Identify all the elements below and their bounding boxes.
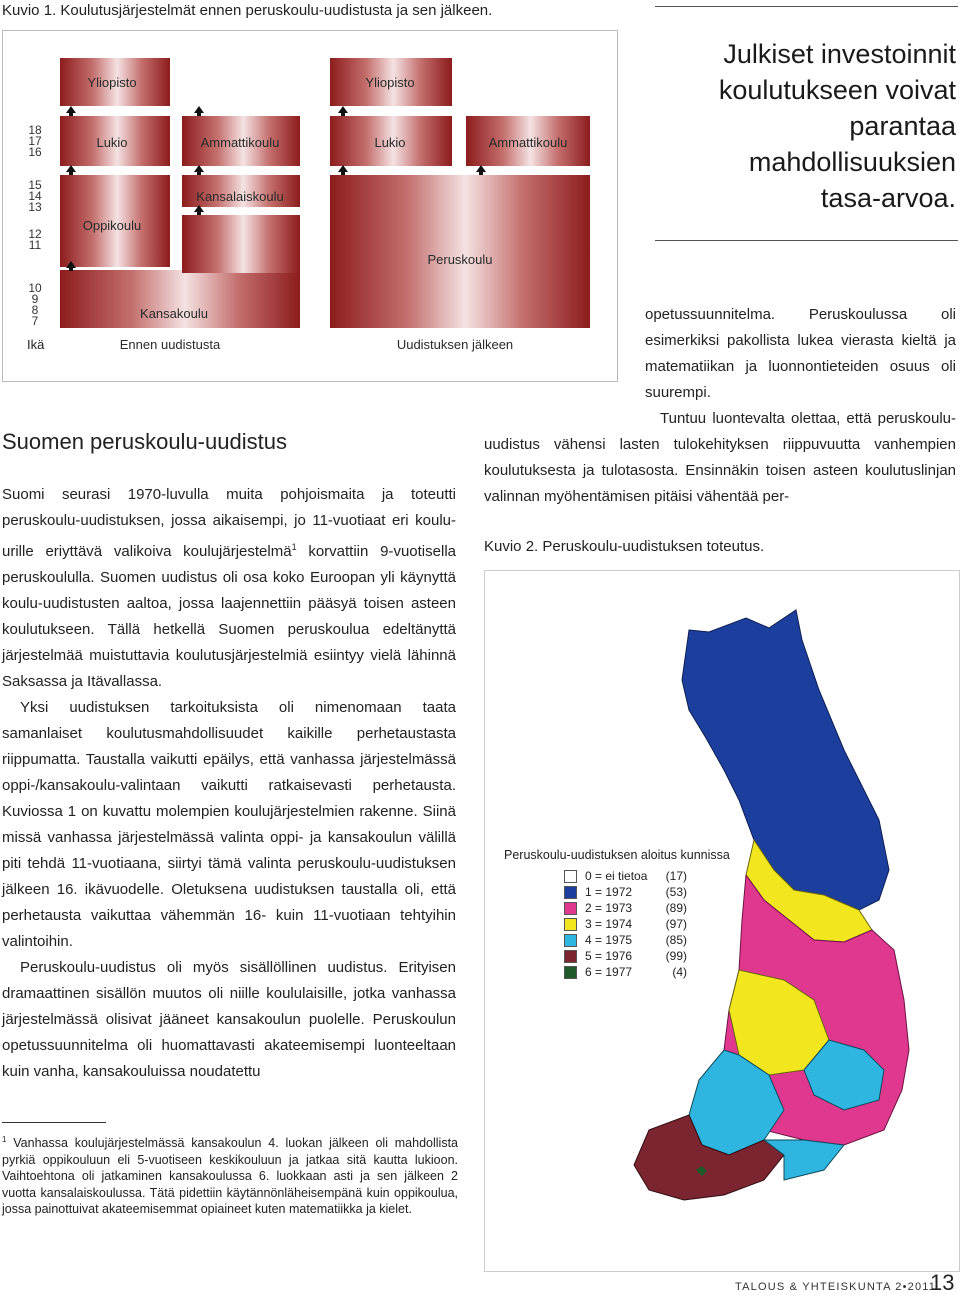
legend-swatch bbox=[564, 966, 577, 979]
section-heading: Suomen peruskoulu-uudistus bbox=[2, 429, 287, 454]
arrow-up-icon bbox=[66, 106, 76, 116]
legend-item: 6 = 1977 (4) bbox=[564, 964, 754, 980]
left-column bbox=[2, 482, 456, 1085]
arrow-up-icon bbox=[476, 165, 486, 175]
age-11-12: 12 11 bbox=[28, 227, 42, 252]
pullquote-line: koulutukseen voivat bbox=[718, 75, 956, 105]
paragraph: Peruskoulu-uudistus oli myös sisällöllinen uudistus. Erityisen dramaattinen sisällön muutos oli niille koululaisille, jotka vanhassa järjestelmässä olisivat jääneet kansakoulun puolelle. Peruskoulun opetussuunnitelma oli huomattavasti akateemisempi luonteeltaan kuin vanha, kansakouluissa noudatettu bbox=[2, 959, 456, 1080]
legend-item: 4 = 1975 (85) bbox=[564, 932, 754, 948]
paragraph: Suomi seurasi 1970-luvulla muita pohjoismaita ja toteutti peruskoulu-uudistuksen, jossa aikaisempi, jo 11-vuotiaat eri koulu-urille eriyttävä valikoiva koulujärjestelmä$^1$ korvattiin 9-vuotisella peruskoululla. Suomen uudistus oli osa koko Euroopan yli käynyttä koulu-uudistusten aaltoa, jossa laajennettiin pääsyä toisen asteen koulutukseen. Tällä hetkellä Suomen peruskoulua edeltänyttä järjestelmää muistuttavia koulutusjärjestelmiä esiintyy vielä lähinnä Saksassa ja Itävallassa. bbox=[2, 486, 456, 690]
label-yliopisto-after: Yliopisto bbox=[365, 75, 415, 90]
paragraph: Yksi uudistuksen tarkoituksista oli nimenomaan taata samanlaiset koulutusmahdollisuudet kaikille perhetaustasta riippumatta. Taustalla vaikutti epäilys, että vanhassa järjestelmässä oppi-/kansakoulu-valintaan vaikutti ratkaisevasti perhetausta. Kuviossa 1 on kuvattu molempien koulujärjestelmien rakenne. Siinä missä vanhassa järjestelmässä valinta oppi- ja kansakoulun välillä piti tehdä 11-vuotiaana, siirtyi tämä valinta peruskoulu-uudistuksen jälkeen 16. ikävuodelle. Oletuksena uudistuksen taustalla oli, että perhetausta vaikuttaa vähemmän 16- kuin 11-vuotiaan tehtyihin valintoihin. bbox=[2, 699, 456, 950]
journal-name: TALOUS & YHTEISKUNTA 2•2011 bbox=[735, 1281, 937, 1293]
age-13-15: 15 14 13 bbox=[28, 178, 42, 214]
pullquote-top-rule bbox=[655, 6, 958, 7]
legend-items bbox=[564, 868, 754, 980]
figure2-caption: Kuvio 2. Peruskoulu-uudistuksen toteutus. bbox=[484, 538, 765, 555]
footnote-marker: 1 bbox=[2, 1135, 7, 1144]
arrow-up-icon bbox=[66, 165, 76, 175]
label-yliopisto-before: Yliopisto bbox=[87, 75, 137, 90]
footnote bbox=[2, 1132, 458, 1218]
legend-swatch bbox=[564, 918, 577, 931]
figure1-caption: Kuvio 1. Koulutusjärjestelmät ennen peruskoulu-uudistusta ja sen jälkeen. bbox=[2, 2, 493, 19]
transition-arrows bbox=[0, 0, 620, 380]
page-number: 13 bbox=[930, 1270, 955, 1295]
paragraph: Tuntuu luontevalta olettaa, että peruskoulu-uudistus vähensi lasten tulokehityksen riippuvuutta vanhempien koulutuksesta ja tulotasosta. Ensinnäkin toisen asteen koulutuslinjan valinnan myöhentämisen pitäisi vähentää per- bbox=[484, 410, 956, 505]
arrow-up-icon bbox=[338, 106, 348, 116]
legend-item: 3 = 1974 (97) bbox=[564, 916, 754, 932]
arrow-up-icon bbox=[194, 165, 204, 175]
label-ammattikoulu-before: Ammattikoulu bbox=[200, 135, 280, 150]
label-lukio-before: Lukio bbox=[96, 135, 128, 150]
pullquote-line: parantaa bbox=[849, 111, 956, 141]
arrow-up-icon bbox=[338, 165, 348, 175]
pullquote bbox=[640, 36, 956, 216]
pullquote-line: tasa-arvoa. bbox=[820, 183, 956, 213]
arrow-up-icon bbox=[66, 261, 76, 271]
legend-swatch bbox=[564, 902, 577, 915]
legend-swatch bbox=[564, 934, 577, 947]
right-column-wide bbox=[484, 406, 956, 510]
legend-swatch bbox=[564, 870, 577, 883]
age-axis-label: Ikä bbox=[27, 337, 45, 352]
label-lukio-after: Lukio bbox=[374, 135, 406, 150]
caption-before: Ennen uudistusta bbox=[119, 337, 221, 352]
legend-swatch bbox=[564, 886, 577, 899]
legend-item: 5 = 1976 (99) bbox=[564, 948, 754, 964]
paragraph: opetussuunnitelma. Peruskoulussa oli esimerkiksi pakollista lukea vierasta kieltä ja matematiikan ja luonnontieteiden osuus oli suurempi. bbox=[645, 306, 956, 401]
footnote-text: Vanhassa koulujärjestelmässä kansakoulun 4. luokan jälkeen oli mahdollista pyrkiä oppikouluun eli 5-vuotiseen keskikouluun ja jatkaa sitä kautta lukioon. Vaihtoehtona oli jatkaminen kansakoulussa 6. luokkaan asti ja sen jälkeen 2 vuotta kansalaiskoulussa. Tätä pidettiin käytännönläheisempänä kuin oppikoulua, jossa painottuivat akateemisemmat opiaineet kuten matematiikka ja kielet. bbox=[2, 1136, 458, 1217]
caption-after: Uudistuksen jälkeen bbox=[396, 337, 514, 352]
pullquote-bottom-rule bbox=[655, 240, 958, 241]
legend-item: 2 = 1973 (89) bbox=[564, 900, 754, 916]
legend-title: Peruskoulu-uudistuksen aloitus kunnissa bbox=[504, 848, 730, 862]
footnote-rule bbox=[2, 1122, 106, 1123]
label-oppikoulu: Oppikoulu bbox=[82, 218, 142, 233]
legend-item: 1 = 1972 (53) bbox=[564, 884, 754, 900]
pullquote-line: mahdollisuuksien bbox=[748, 147, 956, 177]
right-column-top bbox=[645, 302, 956, 406]
age-16-18: 18 17 16 bbox=[28, 123, 42, 159]
arrow-up-icon bbox=[194, 205, 204, 215]
footnote-ref: 1 bbox=[291, 542, 297, 552]
legend-swatch bbox=[564, 950, 577, 963]
label-peruskoulu: Peruskoulu bbox=[427, 252, 493, 267]
label-kansalaiskoulu: Kansalaiskoulu bbox=[196, 189, 284, 204]
label-kansakoulu: Kansakoulu bbox=[140, 306, 208, 321]
pullquote-line: Julkiset investoinnit bbox=[723, 39, 956, 69]
legend-item: 0 = ei tietoa (17) bbox=[564, 868, 754, 884]
label-ammattikoulu-after: Ammattikoulu bbox=[488, 135, 568, 150]
map-legend bbox=[504, 848, 754, 980]
arrow-up-icon bbox=[194, 106, 204, 116]
age-7-10: 10 9 8 7 bbox=[28, 281, 42, 328]
